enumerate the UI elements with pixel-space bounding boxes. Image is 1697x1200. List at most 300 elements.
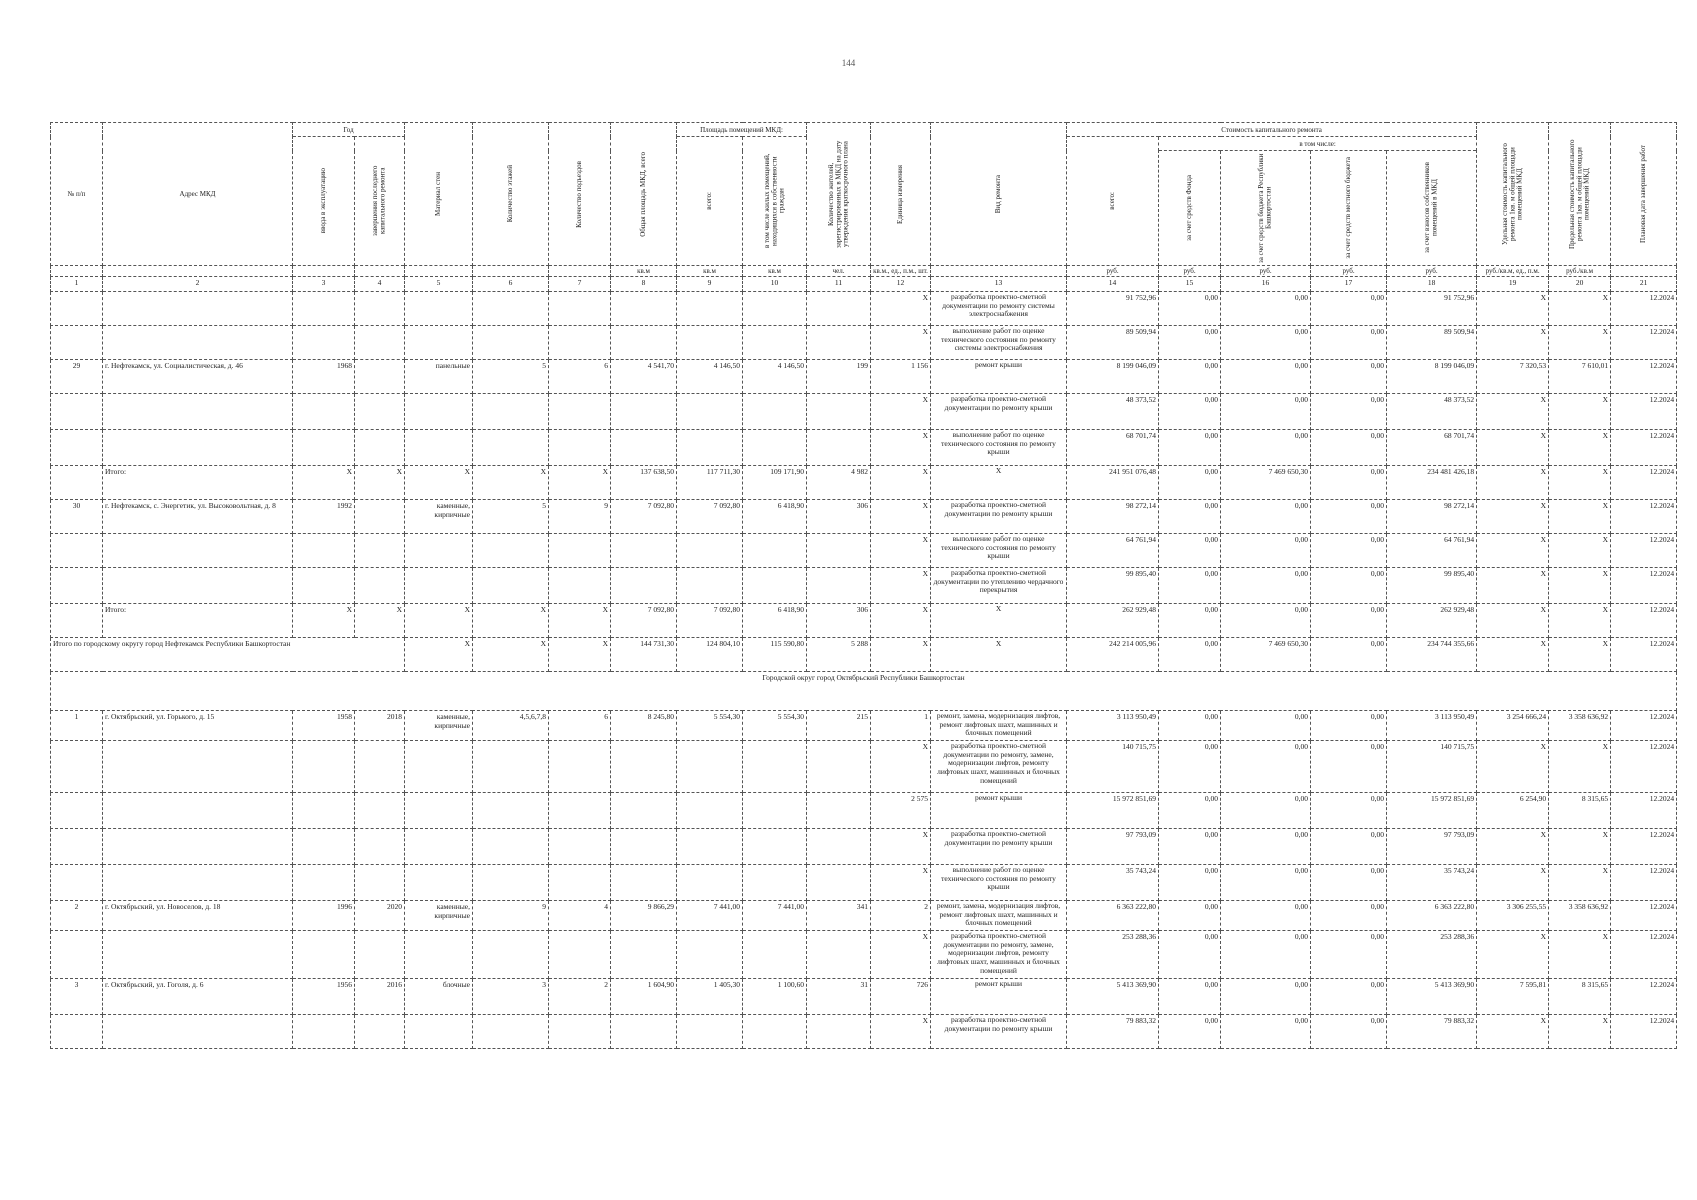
cell: 7 092,80 [611, 500, 677, 534]
cell [51, 793, 103, 829]
cell: 1958 [293, 711, 355, 741]
cell: 199 [807, 360, 871, 394]
cell: панельные [405, 360, 473, 394]
address-cell [103, 568, 293, 604]
cell: X [871, 326, 931, 360]
cell: 35 743,24 [1387, 865, 1477, 901]
table-row [51, 979, 1677, 1015]
cell [405, 430, 473, 466]
cell: 12.2024 [1611, 534, 1677, 568]
cell: 5 [473, 500, 549, 534]
cell: 7 469 650,30 [1221, 638, 1311, 672]
cell: 98 272,14 [1387, 500, 1477, 534]
cell: X [1477, 1015, 1549, 1049]
cell [807, 793, 871, 829]
column-number: 3 [293, 277, 355, 292]
cell: 0,00 [1159, 741, 1221, 793]
header-unit-cost: Удельная стоимость капитального ремонта 1кв. м общей площади помещений МКД [1477, 123, 1549, 266]
cell [355, 829, 405, 865]
cell: 234 744 355,66 [1387, 638, 1477, 672]
cell: 4 146,50 [743, 360, 807, 394]
cell: X [1549, 1015, 1611, 1049]
header-premises-residential: в том числе жилых помещений, находящихся в собственности граждан [743, 137, 807, 266]
cell [549, 568, 611, 604]
cell [677, 741, 743, 793]
header-residents: Количество жителей, зарегистрированных в МКД на дату утверждения краткосрочного плана [807, 123, 871, 266]
address-cell [103, 430, 293, 466]
repair-type-cell: разработка проектно-сметной документации по ремонту крыши [931, 1015, 1067, 1049]
cell: 1956 [293, 979, 355, 1015]
cell: 0,00 [1311, 741, 1387, 793]
cell [611, 931, 677, 979]
address-cell: Итого: [103, 604, 293, 638]
cell [51, 931, 103, 979]
cell: 4 146,50 [677, 360, 743, 394]
table-body-neftekamsk [51, 292, 1677, 638]
unit-label: кв.м [677, 266, 743, 277]
repair-type-cell: разработка проектно-сметной документации по ремонту крыши [931, 394, 1067, 430]
cell: 12.2024 [1611, 865, 1677, 901]
unit-label: руб. [1159, 266, 1221, 277]
cell [807, 568, 871, 604]
cell: 0,00 [1159, 534, 1221, 568]
cell [355, 741, 405, 793]
header-wall-material: Материал стен [405, 123, 473, 266]
cell: 2 [871, 901, 931, 931]
units-row [51, 266, 1677, 277]
cell: X [1477, 829, 1549, 865]
cell: 31 [807, 979, 871, 1015]
cell: 0,00 [1311, 292, 1387, 326]
table-header [51, 123, 1677, 292]
table-row [51, 793, 1677, 829]
cell: 262 929,48 [1387, 604, 1477, 638]
cell: 1 405,30 [677, 979, 743, 1015]
cell [355, 1015, 405, 1049]
cell: 0,00 [1221, 500, 1311, 534]
cell [549, 534, 611, 568]
cell: 5 288 [807, 638, 871, 672]
cell [743, 534, 807, 568]
cell: 0,00 [1159, 326, 1221, 360]
cell [405, 568, 473, 604]
unit-label: руб. [1221, 266, 1311, 277]
header-no: № п/п [51, 123, 103, 266]
cell: 5 413 369,90 [1387, 979, 1477, 1015]
cell: 0,00 [1221, 793, 1311, 829]
cell [473, 568, 549, 604]
cell: 8 199 046,09 [1387, 360, 1477, 394]
header-floors: Количество этажей [473, 123, 549, 266]
cell: каменные, кирпичные [405, 500, 473, 534]
cell: 35 743,24 [1067, 865, 1159, 901]
cell [473, 326, 549, 360]
cell [743, 865, 807, 901]
cell: X [1549, 604, 1611, 638]
cell: 2 575 [871, 793, 931, 829]
header-cost-republic: за счет средств бюджета Республики Башкортостан [1221, 151, 1311, 266]
column-number: 17 [1311, 277, 1387, 292]
cell: 0,00 [1311, 711, 1387, 741]
address-cell [103, 931, 293, 979]
cell [677, 292, 743, 326]
cell: X [871, 829, 931, 865]
cell: 5 554,30 [677, 711, 743, 741]
column-numbers-row [51, 277, 1677, 292]
cell: 0,00 [1159, 360, 1221, 394]
unit-label: руб. [1067, 266, 1159, 277]
repair-type-cell: выполнение работ по оценке технического состояния по ремонту крыши [931, 534, 1067, 568]
cell: 99 895,40 [1387, 568, 1477, 604]
cell [355, 793, 405, 829]
cell: 89 509,94 [1387, 326, 1477, 360]
table-row [51, 711, 1677, 741]
cell: 0,00 [1159, 931, 1221, 979]
cell: 0,00 [1159, 1015, 1221, 1049]
header-year-group: Год [293, 123, 405, 137]
cell: 7 092,80 [677, 500, 743, 534]
column-number: 20 [1549, 277, 1611, 292]
cell: X [1549, 534, 1611, 568]
cell [51, 326, 103, 360]
city-total-label: Итого по городскому округу город Нефтекамск Республики Башкортостан [51, 638, 405, 672]
table-row [51, 326, 1677, 360]
cell: 0,00 [1311, 793, 1387, 829]
column-number: 6 [473, 277, 549, 292]
cell [473, 534, 549, 568]
column-number: 16 [1221, 277, 1311, 292]
cell: 48 373,52 [1067, 394, 1159, 430]
cell: 7 595,81 [1477, 979, 1549, 1015]
cell [405, 829, 473, 865]
header-repair-type: Вид ремонта [931, 123, 1067, 266]
repair-type-cell: ремонт, замена, модернизация лифтов, ремонт лифтовых шахт, машинных и блочных помещений [931, 901, 1067, 931]
cell: 117 711,30 [677, 466, 743, 500]
cell: 79 883,32 [1387, 1015, 1477, 1049]
cell: 12.2024 [1611, 829, 1677, 865]
cell: 242 214 005,96 [1067, 638, 1159, 672]
cell [293, 394, 355, 430]
cell [293, 741, 355, 793]
cell: каменные, кирпичные [405, 711, 473, 741]
cell: блочные [405, 979, 473, 1015]
cell: 12.2024 [1611, 1015, 1677, 1049]
cell: 124 804,10 [677, 638, 743, 672]
cell: 64 761,94 [1387, 534, 1477, 568]
cell: X [1477, 534, 1549, 568]
cell [677, 534, 743, 568]
cell: X [1477, 638, 1549, 672]
cell [473, 865, 549, 901]
cell: 12.2024 [1611, 604, 1677, 638]
cell: 234 481 426,18 [1387, 466, 1477, 500]
city-total-row [51, 638, 1677, 672]
column-number: 10 [743, 277, 807, 292]
cell [807, 1015, 871, 1049]
repair-type-cell: ремонт крыши [931, 793, 1067, 829]
cell: X [1477, 430, 1549, 466]
cell [677, 430, 743, 466]
cell: 12.2024 [1611, 568, 1677, 604]
cell: 68 701,74 [1387, 430, 1477, 466]
cell: 0,00 [1159, 466, 1221, 500]
cell [51, 466, 103, 500]
cell: X [355, 466, 405, 500]
cell [473, 741, 549, 793]
cell [611, 865, 677, 901]
address-cell [103, 829, 293, 865]
cell [743, 326, 807, 360]
cell: 5 554,30 [743, 711, 807, 741]
table-row [51, 568, 1677, 604]
cell: 4 982 [807, 466, 871, 500]
cell: X [871, 638, 931, 672]
cell: X [549, 466, 611, 500]
address-cell [103, 394, 293, 430]
cell [611, 292, 677, 326]
cell [473, 394, 549, 430]
cell: 215 [807, 711, 871, 741]
cell [355, 326, 405, 360]
cell [473, 430, 549, 466]
header-total-area: Общая площадь МКД, всего [611, 123, 677, 266]
cell [293, 568, 355, 604]
cell [549, 741, 611, 793]
cell [549, 829, 611, 865]
cell: X [1477, 326, 1549, 360]
cell [549, 394, 611, 430]
cell [549, 326, 611, 360]
cell [473, 1015, 549, 1049]
repair-type-cell: выполнение работ по оценке технического состояния по ремонту системы электроснабжения [931, 326, 1067, 360]
cell: 15 972 851,69 [1387, 793, 1477, 829]
cell [611, 534, 677, 568]
cell [677, 865, 743, 901]
cell: 0,00 [1159, 901, 1221, 931]
cell: 6 [549, 360, 611, 394]
cell: 3 113 950,49 [1067, 711, 1159, 741]
cell: X [871, 931, 931, 979]
cell: 91 752,96 [1067, 292, 1159, 326]
cell: 9 [473, 901, 549, 931]
header-measure-unit: Единица измерения [871, 123, 931, 266]
cell [549, 931, 611, 979]
cell [807, 865, 871, 901]
cell: 6 363 222,80 [1387, 901, 1477, 931]
cell: 0,00 [1221, 604, 1311, 638]
cell: X [1477, 568, 1549, 604]
address-cell [103, 741, 293, 793]
cell [549, 292, 611, 326]
cell: 0,00 [1311, 394, 1387, 430]
table-row [51, 466, 1677, 500]
cell: 1 156 [871, 360, 931, 394]
cell: 0,00 [1159, 638, 1221, 672]
cell [611, 741, 677, 793]
cell: 3 [51, 979, 103, 1015]
cell: 306 [807, 604, 871, 638]
cell: X [871, 1015, 931, 1049]
cell [473, 931, 549, 979]
cell: 12.2024 [1611, 292, 1677, 326]
cell: 12.2024 [1611, 793, 1677, 829]
cell: 12.2024 [1611, 931, 1677, 979]
cell: 0,00 [1311, 466, 1387, 500]
table-row [51, 604, 1677, 638]
cell: 0,00 [1221, 711, 1311, 741]
table-row [51, 931, 1677, 979]
cell: 137 638,50 [611, 466, 677, 500]
cell [355, 430, 405, 466]
header-premises-group: Площадь помещений МКД: [677, 123, 807, 137]
cell: X [1549, 865, 1611, 901]
repair-type-cell: разработка проектно-сметной документации по ремонту, замене, модернизации лифтов, ремонту лифтовых шахт, машинных и блочных помещений [931, 931, 1067, 979]
header-incl: в том числе: [1159, 137, 1477, 151]
cell: 0,00 [1221, 292, 1311, 326]
cell [293, 534, 355, 568]
cell: 3 358 636,92 [1549, 901, 1611, 931]
cell: 29 [51, 360, 103, 394]
cell: 9 [549, 500, 611, 534]
address-cell: г. Октябрьский, ул. Гоголя, д. 6 [103, 979, 293, 1015]
cell [405, 292, 473, 326]
cell [293, 829, 355, 865]
cell: 0,00 [1311, 901, 1387, 931]
cell [51, 394, 103, 430]
cell: 1 [51, 711, 103, 741]
cell: 99 895,40 [1067, 568, 1159, 604]
cell: 0,00 [1221, 360, 1311, 394]
cell [549, 865, 611, 901]
column-number: 14 [1067, 277, 1159, 292]
cell: 4,5,6,7,8 [473, 711, 549, 741]
cell: 64 761,94 [1067, 534, 1159, 568]
cell: 9 866,29 [611, 901, 677, 931]
cell: 8 315,65 [1549, 979, 1611, 1015]
cell: 4 541,70 [611, 360, 677, 394]
cell: 0,00 [1311, 500, 1387, 534]
cell [355, 865, 405, 901]
address-cell: г. Октябрьский, ул. Горького, д. 15 [103, 711, 293, 741]
cell: 2020 [355, 901, 405, 931]
cell: 2 [549, 979, 611, 1015]
unit-label: чел. [807, 266, 871, 277]
cell [807, 326, 871, 360]
unit-label: кв.м [611, 266, 677, 277]
table-row [51, 865, 1677, 901]
cell [743, 793, 807, 829]
cell: 726 [871, 979, 931, 1015]
cell: 0,00 [1221, 741, 1311, 793]
cell [549, 1015, 611, 1049]
cell: 0,00 [1221, 829, 1311, 865]
cell: 30 [51, 500, 103, 534]
cell [405, 793, 473, 829]
cell [405, 394, 473, 430]
cell [405, 865, 473, 901]
cell: 5 [473, 360, 549, 394]
cell [611, 829, 677, 865]
cell: X [871, 430, 931, 466]
cell: 0,00 [1221, 1015, 1311, 1049]
cell: 0,00 [1311, 604, 1387, 638]
cell: X [549, 638, 611, 672]
cell [51, 430, 103, 466]
cell: 0,00 [1159, 430, 1221, 466]
repair-type-cell: выполнение работ по оценке технического состояния по ремонту крыши [931, 865, 1067, 901]
cell: 0,00 [1311, 326, 1387, 360]
cell [293, 326, 355, 360]
cell: 0,00 [1159, 829, 1221, 865]
cell: X [549, 604, 611, 638]
table-row [51, 901, 1677, 931]
cell: 0,00 [1221, 901, 1311, 931]
cell [611, 1015, 677, 1049]
cell [677, 394, 743, 430]
repair-type-cell: выполнение работ по оценке технического состояния по ремонту крыши [931, 430, 1067, 466]
address-cell [103, 865, 293, 901]
cell: X [1477, 604, 1549, 638]
city-total-block [51, 638, 1677, 711]
cell [51, 865, 103, 901]
cell [293, 865, 355, 901]
cell: 109 171,90 [743, 466, 807, 500]
cell: 144 731,30 [611, 638, 677, 672]
address-cell: г. Нефтекамск, ул. Социалистическая, д. 46 [103, 360, 293, 394]
cell: X [405, 638, 473, 672]
cell: 7 441,00 [677, 901, 743, 931]
cell [355, 394, 405, 430]
cell: 0,00 [1159, 568, 1221, 604]
cell [405, 741, 473, 793]
unit-label: кв.м [743, 266, 807, 277]
cell: 3 306 255,55 [1477, 901, 1549, 931]
cell: 2016 [355, 979, 405, 1015]
cell: X [1549, 931, 1611, 979]
column-number: 5 [405, 277, 473, 292]
table-row [51, 1015, 1677, 1049]
cell: X [871, 394, 931, 430]
header-limit-cost: Предельная стоимость капитального ремонта 1кв. м общей площади помещений МКД [1549, 123, 1611, 266]
cell [677, 829, 743, 865]
cell: 48 373,52 [1387, 394, 1477, 430]
address-cell: г. Октябрьский, ул. Новоселов, д. 18 [103, 901, 293, 931]
cell: X [1477, 865, 1549, 901]
cell [51, 292, 103, 326]
cell: X [871, 466, 931, 500]
cell: 0,00 [1159, 604, 1221, 638]
cell: X [931, 638, 1067, 672]
column-number: 21 [1611, 277, 1677, 292]
cell: 0,00 [1159, 500, 1221, 534]
cell: X [1549, 741, 1611, 793]
column-number: 9 [677, 277, 743, 292]
page-number: 144 [841, 58, 856, 68]
cell: 0,00 [1221, 326, 1311, 360]
cell [405, 534, 473, 568]
cell [51, 741, 103, 793]
repair-type-cell: разработка проектно-сметной документации по ремонту крыши [931, 829, 1067, 865]
cell [293, 430, 355, 466]
cell: 7 441,00 [743, 901, 807, 931]
address-cell [103, 793, 293, 829]
cell: 7 092,80 [677, 604, 743, 638]
cell [743, 394, 807, 430]
column-number: 2 [103, 277, 293, 292]
address-cell [103, 326, 293, 360]
cell: X [871, 500, 931, 534]
column-number: 19 [1477, 277, 1549, 292]
